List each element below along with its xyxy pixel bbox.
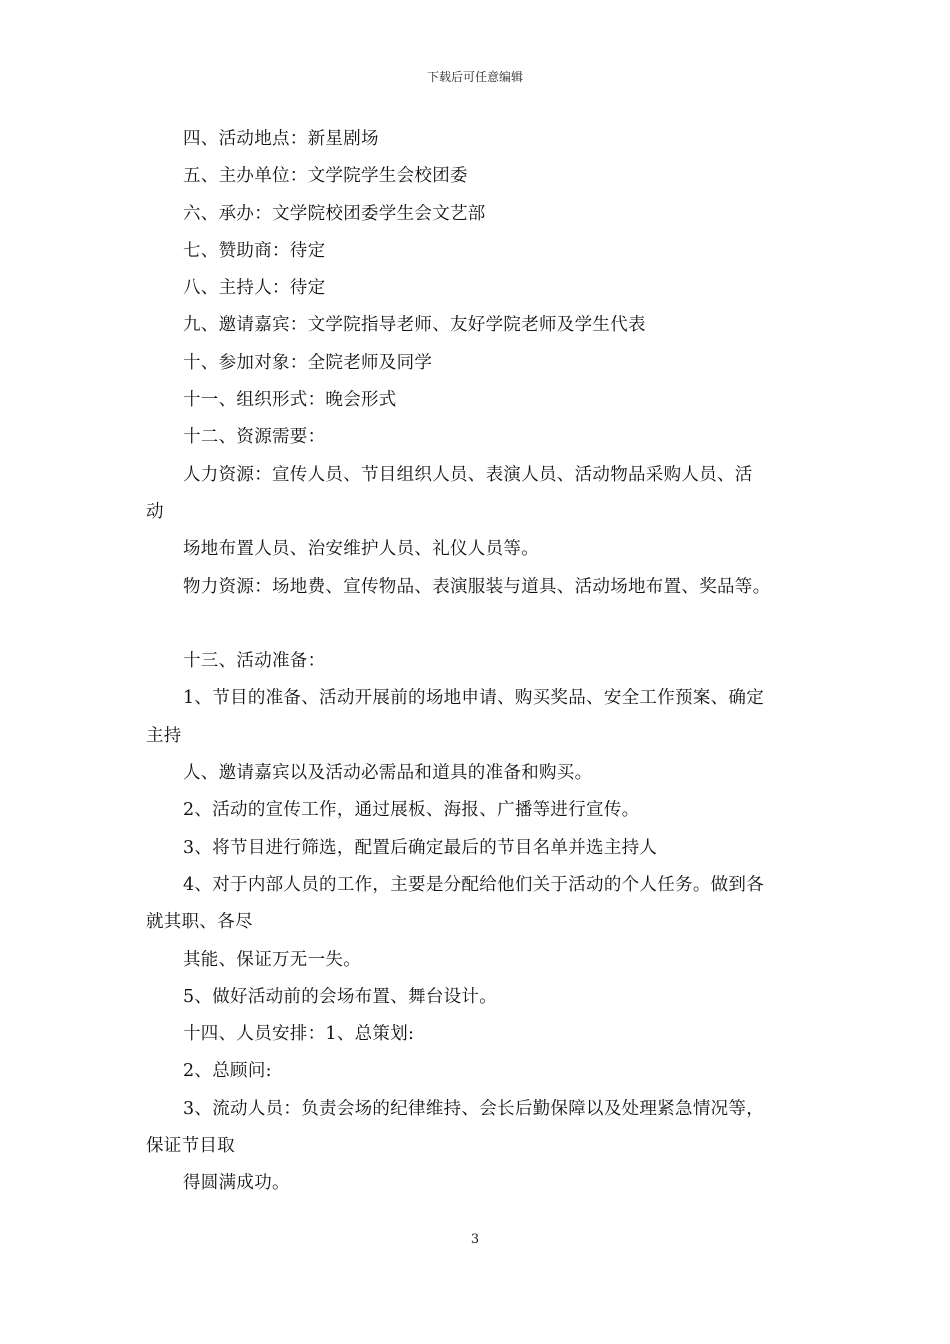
- paragraph-line: 场地布置人员、治安维护人员、礼仪人员等。: [183, 539, 539, 560]
- paragraph-line: 2、活动的宣传工作，通过展板、海报、广播等进行宣传。: [183, 800, 640, 821]
- paragraph-line: 3、将节目进行筛选，配置后确定最后的节目名单并选主持人: [183, 837, 658, 858]
- paragraph-line: 1、节目的准备、活动开展前的场地申请、购买奖品、安全工作预案、确定: [183, 688, 765, 709]
- paragraph-line-wrap: 就其职、各尽: [146, 912, 253, 933]
- paragraph-line: 六、承办：文学院校团委学生会文艺部: [183, 203, 486, 224]
- page-number: 3: [470, 1232, 480, 1247]
- blank-line: [146, 609, 826, 646]
- paragraph-line: 四、活动地点：新星剧场: [183, 129, 379, 149]
- paragraph-line: 十一、组织形式：晚会形式: [183, 390, 397, 411]
- paragraph-line: 人、邀请嘉宾以及活动必需品和道具的准备和购买。: [183, 763, 593, 784]
- paragraph-line: 十二、资源需要：: [183, 427, 326, 448]
- paragraph-line-wrap: 动: [146, 501, 164, 522]
- paragraph-line: 物力资源：场地费、宣传物品、表演服装与道具、活动场地布置、奖品等。: [183, 576, 771, 597]
- document-body: [146, 124, 826, 1206]
- paragraph-line: 九、邀请嘉宾：文学院指导老师、友好学院老师及学生代表: [183, 315, 646, 336]
- paragraph-line: 七、赞助商：待定: [183, 240, 326, 261]
- paragraph-line: 其能、保证万无一失。: [183, 949, 361, 970]
- paragraph-line: 4、对于内部人员的工作，主要是分配给他们关于活动的个人任务。做到各: [183, 874, 765, 895]
- paragraph-line: 2、总顾问:: [183, 1061, 272, 1082]
- paragraph-line: 十四、人员安排：1、总策划:: [183, 1024, 415, 1045]
- paragraph-line: 得圆满成功。: [183, 1173, 290, 1194]
- paragraph-line: 八、主持人：待定: [183, 278, 326, 299]
- page-header: 下载后可任意编辑: [426, 70, 523, 84]
- paragraph-line-wrap: 保证节目取: [146, 1136, 235, 1157]
- paragraph-line-wrap: 主持: [146, 725, 182, 746]
- paragraph-line: 人力资源：宣传人员、节目组织人员、表演人员、活动物品采购人员、活: [183, 464, 753, 485]
- paragraph-line: 五、主办单位：文学院学生会校团委: [183, 166, 468, 187]
- paragraph-line: 3、流动人员：负责会场的纪律维持、会长后勤保障以及处理紧急情况等，: [183, 1098, 765, 1119]
- paragraph-line: 十三、活动准备：: [183, 651, 326, 672]
- paragraph-line: 十、参加对象：全院老师及同学: [183, 352, 433, 373]
- paragraph-line: 5、做好活动前的会场布置、舞台设计。: [183, 986, 498, 1007]
